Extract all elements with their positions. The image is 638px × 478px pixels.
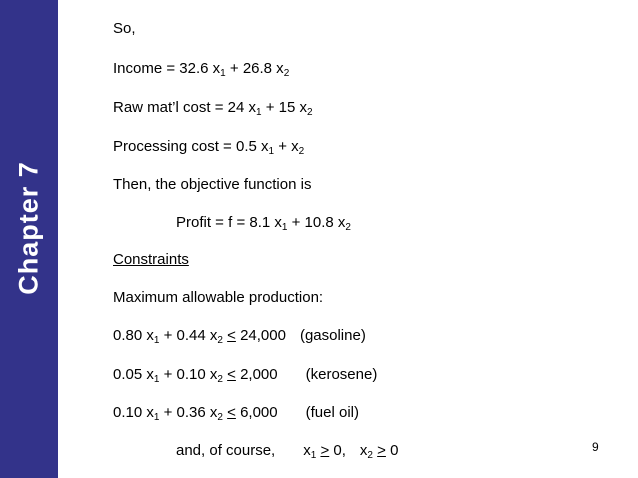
slide-number: 9 [592, 440, 599, 454]
chapter-sidebar [0, 0, 58, 478]
max-production-heading: Maximum allowable production: [113, 289, 324, 306]
fuel-oil-label: (fuel oil) [305, 404, 359, 421]
intro-line: So, [113, 20, 136, 37]
raw-material-equation: Raw mat’l cost = 24 $x_1 + 15$ $x_2$ [113, 99, 313, 118]
constraints-heading: Constraints [113, 251, 189, 268]
fuel-oil-constraint: 0.10 $x_1 + 0.36$ $x_2 < 6,000$ (fuel oil) [113, 404, 359, 423]
gasoline-label: (gasoline) [299, 327, 366, 344]
kerosene-label: (kerosene) [305, 366, 378, 383]
income-equation: Income = 32.6 $x_1 + 26.8$ $x_2$ [113, 60, 290, 79]
objective-function: Profit = f = 8.1 $x_1 + 10.8$ $x_2$ [176, 214, 351, 233]
processing-cost-equation: Processing cost = 0.5 $x_1 + x_2$ [113, 138, 305, 157]
kerosene-constraint: 0.05 $x_1 + 0.10$ $x_2 < 2,000$ (kerosene) [113, 366, 378, 385]
chapter-label: Chapter 7 [13, 161, 44, 295]
non-negativity-constraint: and, of course, $x_1 > 0$, $x_2 > 0$ [176, 442, 399, 461]
gasoline-constraint: 0.80 $x_1 + 0.44$ $x_2 < 24,000$ (gasoline) [113, 327, 366, 346]
objective-intro: Then, the objective function is [113, 176, 312, 193]
